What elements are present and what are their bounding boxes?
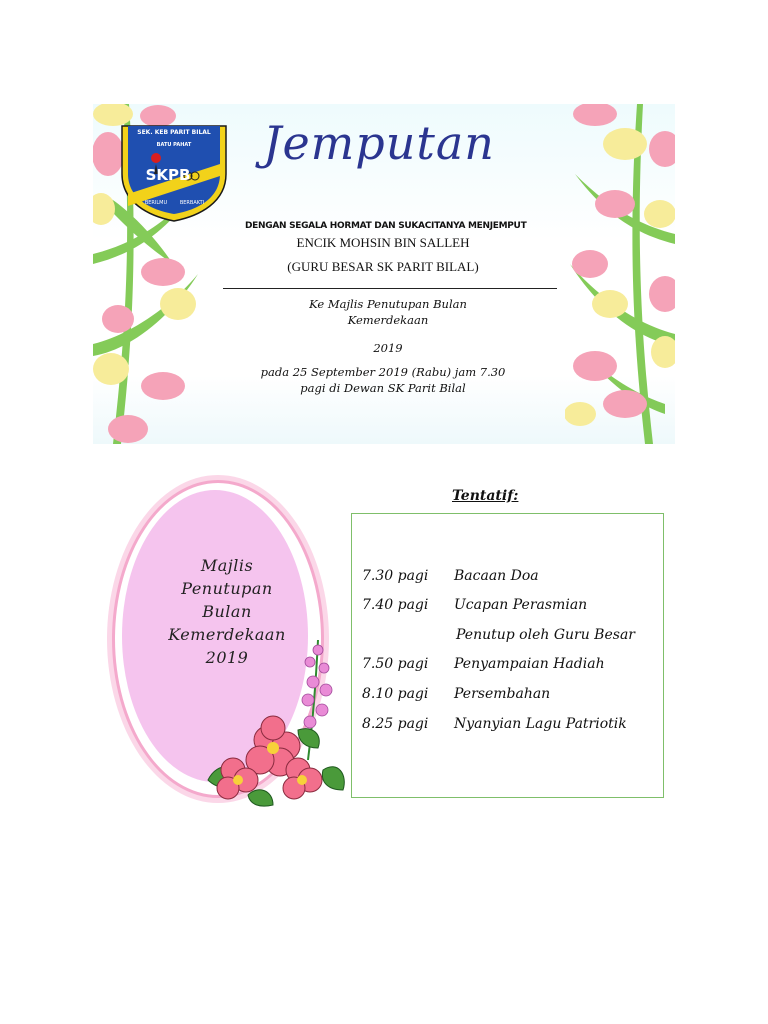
guest-name: ENCIK MOHSIN BIN SALLEH [296, 235, 470, 250]
badge-top-text: SEK. KEB PARIT BILAL [137, 129, 211, 136]
oval-line: Bulan [202, 602, 252, 621]
school-badge-logo [120, 124, 228, 222]
event-year: 2019 [373, 341, 403, 355]
schedule-activity: Bacaan Doa [454, 568, 539, 584]
oval-line: Majlis [200, 556, 254, 575]
invitation-card [93, 104, 675, 444]
schedule-time: 8.25 pagi [362, 716, 429, 732]
oval-line: 2019 [205, 648, 249, 667]
tentatif-title: Tentatif: [452, 488, 519, 504]
badge-motto-right: BERBAKTI [179, 200, 205, 206]
schedule-time: 8.10 pagi [362, 686, 429, 702]
event-description [243, 296, 533, 356]
event-oval [112, 480, 342, 810]
schedule-activity: Nyanyian Lagu Patriotik [454, 716, 627, 732]
guest-position: (GURU BESAR SK PARIT BILAL) [287, 259, 479, 274]
flower-cluster-decoration [198, 630, 348, 810]
divider-line [223, 288, 557, 289]
schedule-time: 7.40 pagi [362, 597, 429, 613]
when-line-1: pada 25 September 2019 (Rabu) jam 7.30 [260, 365, 506, 379]
badge-motto-left: BERILMU [144, 200, 168, 206]
badge-initials: SKPB [145, 166, 191, 184]
right-tulip-border [565, 104, 675, 444]
invitation-title: Jemputan [263, 116, 495, 170]
schedule-activity: Penutup oleh Guru Besar [456, 627, 635, 643]
invitation-greeting: DENGAN SEGALA HORMAT DAN SUKACITANYA MENJEMPUT [245, 221, 527, 231]
badge-sub-text: BATU PAHAT [156, 142, 192, 148]
oval-line: Kemerdekaan [168, 625, 286, 644]
when-line-2: pagi di Dewan SK Parit Bilal [300, 381, 466, 395]
schedule-activity: Persembahan [454, 686, 551, 702]
oval-line: Penutupan [181, 579, 273, 598]
schedule-box [351, 513, 664, 798]
event-line-2: Kemerdekaan [347, 313, 429, 327]
event-when [238, 364, 528, 396]
schedule-activity: Ucapan Perasmian [454, 597, 588, 613]
schedule-time: 7.30 pagi [362, 568, 429, 584]
schedule-time: 7.50 pagi [362, 656, 429, 672]
schedule-activity: Penyampaian Hadiah [454, 656, 605, 672]
event-line-1: Ke Majlis Penutupan Bulan [309, 297, 467, 311]
